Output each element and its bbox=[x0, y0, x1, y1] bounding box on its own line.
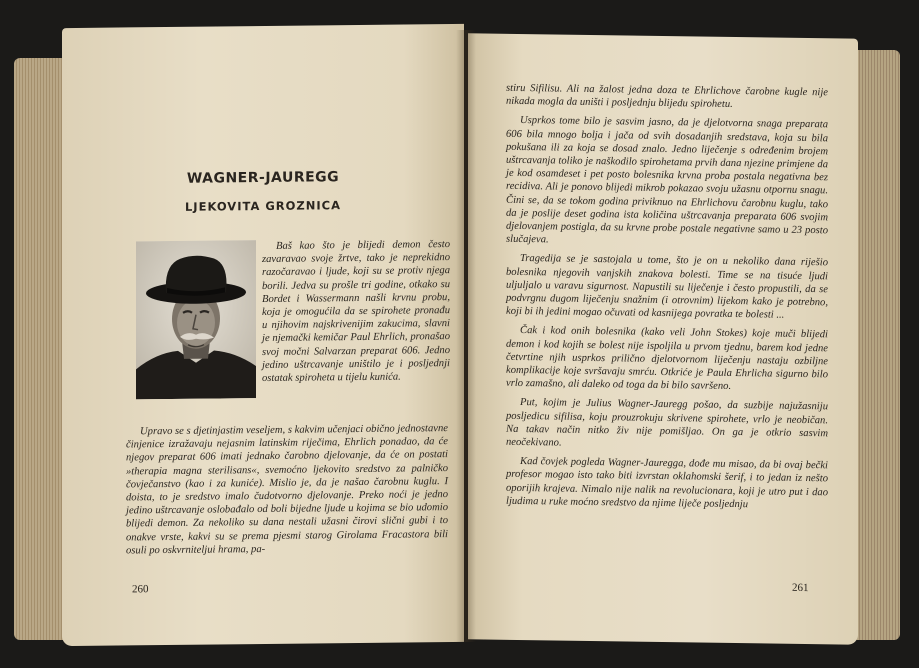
portrait-illustration bbox=[136, 240, 256, 399]
page-number-left: 260 bbox=[132, 583, 149, 596]
paragraph: Tragedija se je sastojala u tome, što je on u nekoliko dana riješio bolesnika njegovih vanjskih znakova bolesti. Time se na tisuće ljudi uljuljalo u varavu sigurnost. Napustili su liječenje i često propustili, da se podvrgnu dugom liječenju snažnim (i otrovnim) lijekom kako je potrebno, koji bi ih jedini mogao očuvati od kasnijega povratka te bolesti ... bbox=[506, 253, 828, 321]
paragraph: Baš kao što je blijedi demon često zavaravao svoje žrtve, tako je neprekidno razočaravao i ljude, koji su se protiv njega borili. Jedva su prošle tri godine, otkako su Bordet i Wassermann našli krvnu probu, koja je omogućila da se spirohete pronađu u njihovim najskrivenijim zakucima, slavni je njemački kemičar Paul Ehrlich, pronašao svoj močni Salvarzan preparat 606. Jedno jedino uštrcavanje uništilo je i posljednji ostatak spiroheta u tijelu kunića. bbox=[262, 239, 450, 385]
book-gutter bbox=[456, 30, 476, 642]
paragraph: Čak i kod onih bolesnika (kako veli John Stokes) koje muči blijedi demon i kod kojih se bolest nije ispoljila u prvom tjednu, barem kod jedne četvrtine njih usprkos prilično djelotvornom liječenju nastaju ozbiljne komplikacije koje svršavaju smrću. Otkriće je Paula Ehrlicha sigurno bilo vrlo zamašno, ali daleko od toga da bi bilo savršeno. bbox=[506, 325, 828, 393]
paragraph: Usprkos tome bilo je sasvim jasno, da je djelotvorna snaga preparata 606 bila mnogo bolja i jača od svih dosadanjih sredstava, koja su bila pokušana ili za koja se dosad znalo. Jedno liječenje s određenim brojem uštrcavanja toliko je naškodilo spirohetama prvih dana njezine primjene da je kod osamdeset i pet posto bolesnika krvna proba postala negativna bez recidiva. Ali je ponovo blijedi mikrob pokazao svoju užasnu otpornu snagu. Čini se, da se tokom godina priviknuo na Ehrlichovu čarobnu kuglu, tako da je poslije deset godina ista količina uštrcavanja preparata 606 svojim djelovanjem postigla, da su krvne probe postale negativne samo u 23 posto slučajeva. bbox=[506, 115, 828, 246]
paragraph: Kad čovjek pogleda Wagner-Jauregga, dođe mu misao, da bi ovaj bečki profesor mogao isto tako biti izvrstan oklahomski šerif, i to jedan iz nešto oporijih krajeva. Nimalo nije nalik na revolucionara, koji je utro put i dao ljudima u ruke moćno sredstvo da njime liječe posljednju bbox=[506, 456, 828, 511]
page-number-right: 261 bbox=[792, 581, 809, 595]
right-page-text bbox=[506, 82, 828, 513]
left-page bbox=[62, 24, 464, 646]
portrait-photo bbox=[136, 240, 256, 399]
chapter-subtitle: LJEKOVITA GROZNICA bbox=[184, 198, 341, 214]
paragraph: stiru Sifilisu. Ali na žalost jedna doza te Ehrlichove čarobne kugle nije nikada mogla da uništi i posljednju blijedu spirohetu. bbox=[506, 82, 828, 111]
below-portrait-paragraph bbox=[126, 422, 448, 557]
paragraph: Upravo se s djetinjastim veseljem, s kakvim učenjaci obično jednostavne činjenice izražavaju nejasnim latinskim riječima, Ehrlich ponadao, da će njegov preparat 606 imati jednako čarobno djelovanje, da će on postati »therapia magna sterilisans«, svemoćno ljekovito sredstvo za palničko čovječanstvo (kao i za kuniće). Mislio je, da je našao čarobnu kuglu. I doista, to je sredstvo imalo čudotvorno djelovanje. Preko noći je jedno jedino uštrcavanje oslobađalo od boli bijedne ljude u kojima se bio udomio blijedi demon. Za nekoliko su dana nestali užasni čirovi slični gubi i to onakve vrste, kakvi su se prema pjesmi starog Girolama Fracastora bili osuli po oskvrniteljui hrama, pa- bbox=[126, 423, 448, 557]
paragraph: Put, kojim je Julius Wagner-Jauregg pošao, da suzbije najužasniju posljedicu sifilisa, koju prouzrokuju skrivene spirohete, vrlo je neobičan. Na takav način nitko živ nije pomišljao. On ga je otkrio sasvim neočekivano. bbox=[506, 397, 828, 449]
right-page bbox=[468, 33, 858, 644]
beside-portrait-paragraph bbox=[262, 238, 450, 385]
chapter-title: WAGNER-JAUREGG bbox=[186, 169, 340, 187]
